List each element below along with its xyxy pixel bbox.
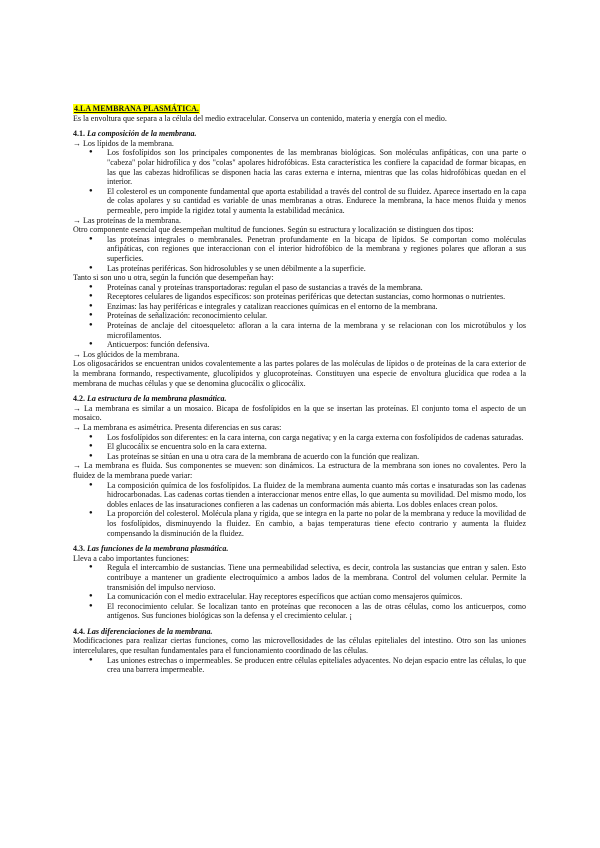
diferenciaciones-paragraph: Modificaciones para realizar ciertas funciones, como las microvellosidades de las células epiteliales del intestino. Otro son las uniones intercelulares, que resultan fundamentales para el funcionamiento coordinado de las células.	[73, 636, 526, 656]
list-item: ● Los fosfolípidos son los principales componentes de las membranas biológicas. Son moléculas anfipáticas, con una parte o "cabeza" polar hidrofílica y dos "colas" apolares hidrofóbicas. Esta característica les confiere la capacidad de formar bicapas, en las que las cabezas hidrofílicas se disponen hacia las caras externa e interna, mientras que las colas hidrofóbicas quedan en el interior.	[107, 148, 526, 186]
section-4-1-number: 4.1.	[73, 129, 85, 139]
list-item: ● Enzimas: las hay periféricas e integrales y catalizan reacciones químicas en el entorno de la membrana.	[107, 302, 526, 312]
list-item: ● Las uniones estrechas o impermeables. Se producen entre células epiteliales adyacentes. No dejan espacio entre las células, lo que crea una barrera impermeable.	[107, 656, 526, 675]
list-item: ● El glucocálix se encuentra solo en la cara externa.	[107, 442, 526, 452]
section-4-2-number: 4.2.	[73, 394, 85, 404]
intro-paragraph: Es la envoltura que separa a la célula del medio extracelular. Conserva un contenido, materia y energía con el medio.	[73, 113, 447, 123]
funciones-intro: Tanto si son uno u otra, según la función que desempeñan hay:	[73, 273, 274, 283]
section-4-1-heading	[73, 129, 526, 139]
section-4-2-heading	[73, 394, 526, 404]
section-4-4-heading	[73, 627, 526, 637]
proteinas-intro: Otro componente esencial que desempeñan multitud de funciones. Según su estructura y localización se distinguen dos tipos:	[73, 225, 474, 235]
diferenciaciones-list	[73, 656, 526, 675]
section-4-4-title: Las diferenciaciones de la membrana.	[87, 626, 213, 636]
glucidos-paragraph: Los oligosacáridos se encuentran unidos covalentemente a las partes polares de las moléculas de lípidos o de proteínas de la cara exterior de la membrana formando, respectivamente, glucolípidos y glucoproteínas. Constituyen una especie de envoltura glucídica que rodea a la membrana de muchas células y que se denomina glucocálix o glicocálix.	[73, 359, 526, 388]
list-item: ● El reconocimiento celular. Se localizan tanto en proteínas que reconocen a las de otras células, como los anticuerpos, como antígenos. Sus funciones biológicas son la defensa y el crecimiento celular. ¡	[107, 602, 526, 621]
fluida-list	[73, 481, 526, 539]
list-item: ● Los fosfolípidos son diferentes: en la cara interna, con carga negativa; y en la carga externa con fosfolípidos de cadenas saturadas.	[107, 433, 526, 443]
funciones-membrana-intro: Lleva a cabo importantes funciones:	[73, 553, 189, 563]
document-page	[73, 104, 526, 675]
section-4-4-number: 4.4.	[73, 626, 85, 636]
glucidos-label: → Los glúcidos de la membrana.	[73, 349, 180, 359]
funciones-membrana-list	[73, 563, 526, 621]
list-item: ● La comunicación con el medio extracelular. Hay receptores específicos que actúan como mensajeros químicos.	[107, 592, 526, 602]
list-item: ● El colesterol es un componente fundamental que aporta estabilidad a través del control de su fluidez. Aparece insertado en la capa de colas apolares y su cantidad es variable de unas membranas a otras. Endurece la membrana, la hace menos fluida y menos permeable, pero impide la rigidez total y aumenta la estabilidad mecánica.	[107, 187, 526, 216]
list-item: ● Anticuerpos: función defensiva.	[107, 340, 526, 350]
fluida-paragraph: → La membrana es fluida. Sus componentes se mueven: son dinámicos. La estructura de la membrana son iones no covalentes. Pero la fluidez de la membrana puede variar:	[73, 461, 526, 480]
lipidos-label: → Los lípidos de la membrana.	[73, 138, 174, 148]
list-item: ● Las proteínas se sitúan en una u otra cara de la membrana de acuerdo con la función que realizan.	[107, 452, 526, 462]
list-item: ● Proteínas canal y proteínas transportadoras: regulan el paso de sustancias a través de la membrana.	[107, 283, 526, 293]
section-4-1-title: La composición de la membrana.	[87, 129, 197, 139]
list-item: ● Proteínas de señalización: reconocimiento celular.	[107, 311, 526, 321]
list-item: ● Proteínas de anclaje del citoesqueleto: afloran a la cara interna de la membrana y se relacionan con los microtúbulos y los microfilamentos.	[107, 321, 526, 340]
list-item: ● La proporción del colesterol. Molécula plana y rígida, que se integra en la parte no polar de la membrana y reduce la movilidad de los fosfolípidos, disminuyendo la fluidez. En cambio, a bajas temperaturas tiene efecto contrario y aumenta la fluidez compensando la disminución de la fluidez.	[107, 509, 526, 538]
section-4-3-heading	[73, 544, 526, 554]
proteinas-label: → Las proteínas de la membrana.	[73, 215, 181, 225]
proteinas-list	[73, 235, 526, 273]
list-item: ● Las proteínas periféricas. Son hidrosolubles y se unen débilmente a la superficie.	[107, 264, 526, 274]
document-title-row	[73, 104, 526, 114]
document-title: 4.LA MEMBRANA PLASMÁTICA.	[74, 104, 199, 113]
mosaico-paragraph: → La membrana es similar a un mosaico. Bicapa de fosfolípidos en la que se insertan las proteínas. El conjunto toma el aspecto de un mosaico.	[73, 403, 526, 423]
list-item: ● las proteínas integrales o membranales. Penetran profundamente en la bicapa de lípidos. Se comportan como moléculas anfipáticas, con regiones que interaccionan con el interior hidrofóbico de la membrana y regiones polares que afloran a sus superficies.	[107, 235, 526, 264]
asimetrica-paragraph: → La membrana es asimétrica. Presenta diferencias en sus caras:	[73, 423, 282, 432]
section-4-2-title: La estructura de la membrana plasmática.	[87, 394, 227, 404]
lipidos-list	[73, 148, 526, 215]
funciones-list	[73, 283, 526, 350]
list-item: ● La composición química de los fosfolípidos. La fluidez de la membrana aumenta cuanto más cortas e insaturadas son las cadenas hidrocarbonadas. Las cadenas cortas tienden a interaccionar menos entre ellas, lo que aumenta su movilidad. Del mismo modo, los dobles enlaces de las insaturaciones confieren a las cadenas un conformación más abierta. Los dobles enlaces crean polos.	[107, 481, 526, 510]
section-4-3-number: 4.3.	[73, 544, 85, 554]
asimetrica-list	[73, 433, 526, 462]
list-item: ● Regula el intercambio de sustancias. Tiene una permeabilidad selectiva, es decir, controla las sustancias que entran y salen. Esto contribuye a mantener un gradiente electroquímico a ambos lados de la membrana. Control del volumen celular. Permite la transmisión del impulso nervioso.	[107, 563, 526, 592]
list-item: ● Receptores celulares de ligandos específicos: son proteínas periféricas que detectan sustancias, como hormonas o nutrientes.	[107, 292, 526, 302]
section-4-3-title: Las funciones de la membrana plasmática.	[87, 544, 229, 554]
